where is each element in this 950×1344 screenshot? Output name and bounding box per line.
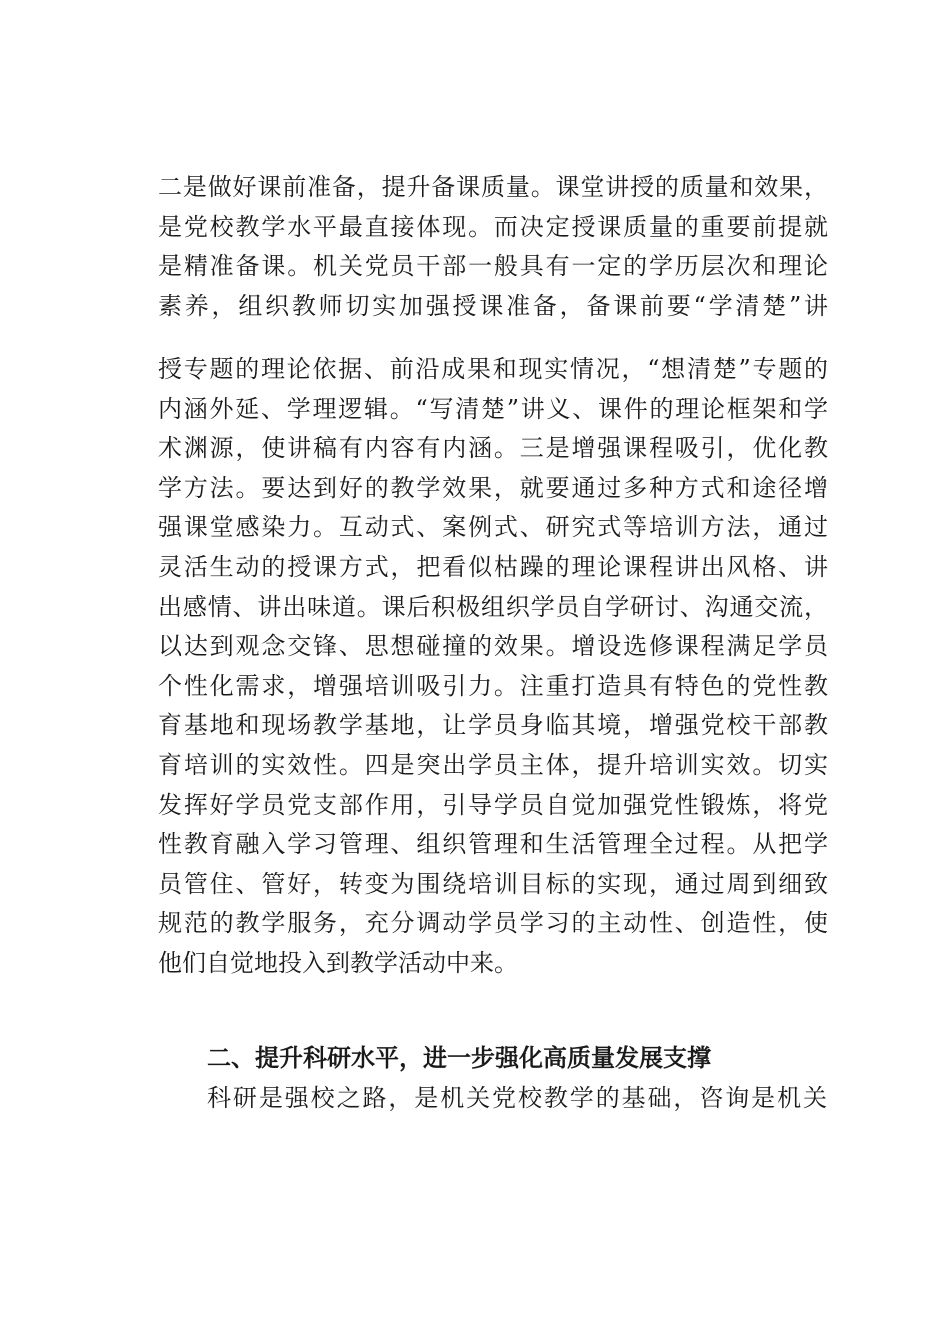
paragraph-line: 性教育融入学习管理、组织管理和生活管理全过程。从把学	[158, 830, 828, 858]
paragraph-line: 授专题的理论依据、前沿成果和现实情况，“想清楚”专题的	[158, 355, 828, 383]
paragraph-line: 规范的教学服务，充分调动学员学习的主动性、创造性，使	[158, 909, 828, 937]
paragraph-line: 育培训的实效性。四是突出学员主体，提升培训实效。切实	[158, 751, 828, 779]
section-heading: 二、提升科研水平，进一步强化高质量发展支撑	[207, 1044, 711, 1072]
paragraph-line: 以达到观念交锋、思想碰撞的效果。增设选修课程满足学员	[158, 632, 828, 660]
paragraph-line: 员管住、管好，转变为围绕培训目标的实现，通过周到细致	[158, 870, 828, 898]
paragraph-line: 强课堂感染力。互动式、案例式、研究式等培训方法，通过	[158, 513, 828, 541]
paragraph-line: 学方法。要达到好的教学效果，就要通过多种方式和途径增	[158, 474, 828, 502]
paragraph-line: 内涵外延、学理逻辑。“写清楚”讲义、课件的理论框架和学	[158, 395, 828, 423]
paragraph-line: 是精准备课。机关党员干部一般具有一定的学历层次和理论	[158, 252, 828, 280]
paragraph-line: 科研是强校之路，是机关党校教学的基础，咨询是机关	[207, 1084, 827, 1112]
paragraph-line: 是党校教学水平最直接体现。而决定授课质量的重要前提就	[158, 213, 828, 241]
paragraph-line: 灵活生动的授课方式，把看似枯躁的理论课程讲出风格、讲	[158, 553, 828, 581]
paragraph-line: 他们自觉地投入到教学活动中来。	[158, 949, 518, 977]
paragraph-line: 发挥好学员党支部作用，引导学员自觉加强党性锻炼，将党	[158, 791, 828, 819]
paragraph-line: 术渊源，使讲稿有内容有内涵。三是增强课程吸引，优化教	[158, 434, 828, 462]
paragraph-line: 素养，组织教师切实加强授课准备，备课前要“学清楚”讲	[158, 292, 828, 320]
paragraph-line: 育基地和现场教学基地，让学员身临其境，增强党校干部教	[158, 711, 828, 739]
paragraph-line: 出感情、讲出味道。课后积极组织学员自学研讨、沟通交流，	[158, 593, 828, 621]
paragraph-line: 个性化需求，增强培训吸引力。注重打造具有特色的党性教	[158, 672, 828, 700]
paragraph-line: 二是做好课前准备，提升备课质量。课堂讲授的质量和效果，	[158, 173, 828, 201]
